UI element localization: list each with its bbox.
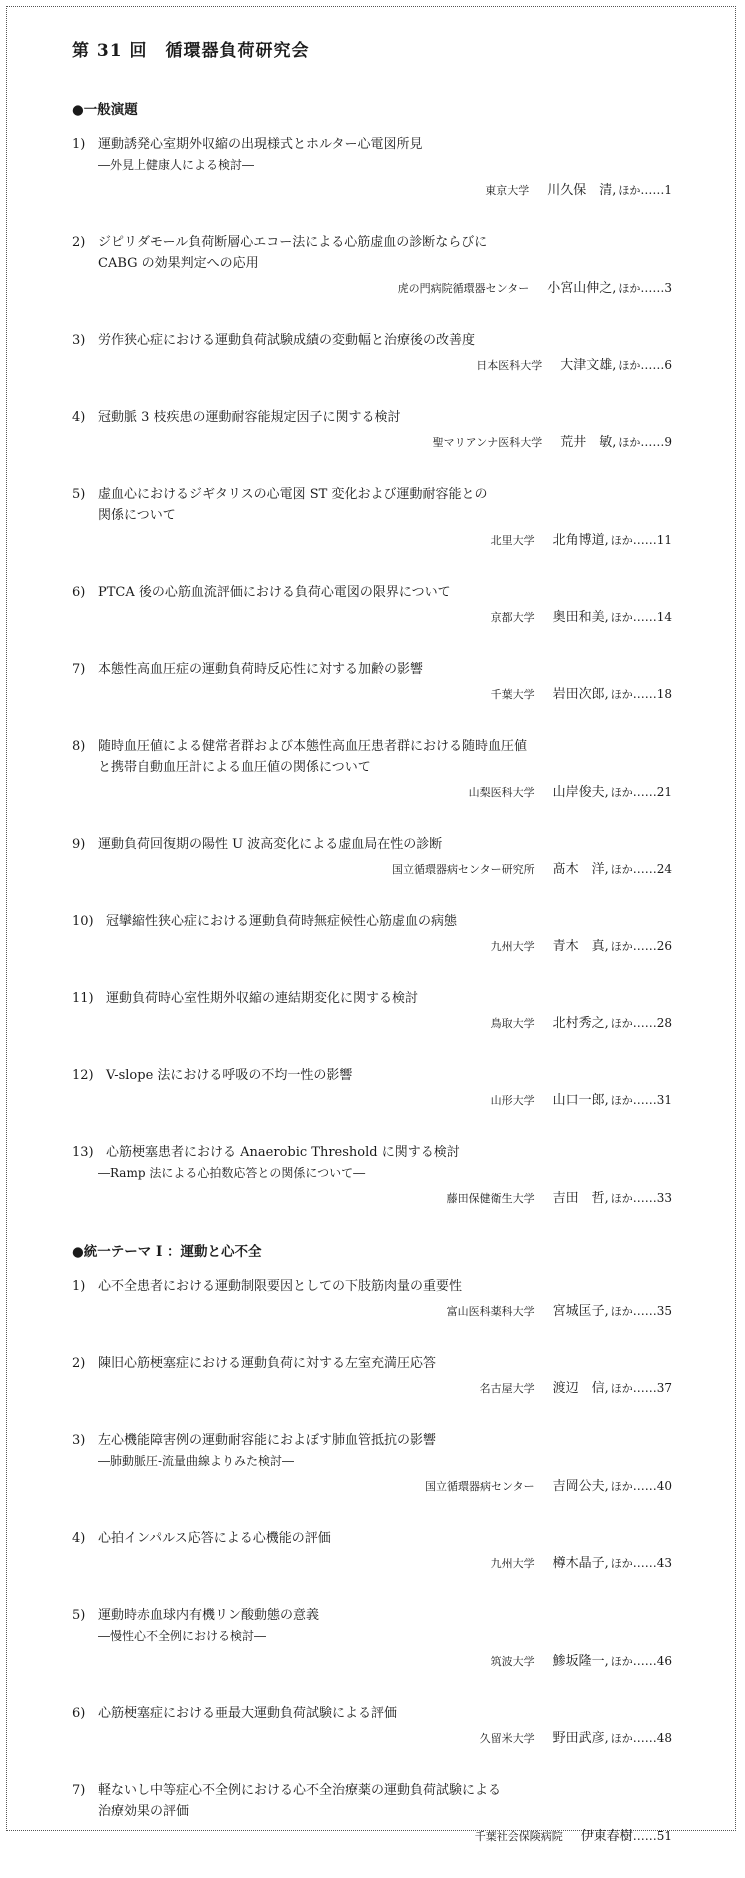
page-number: 28 — [656, 1016, 672, 1030]
entry-title-text: 心筋梗塞患者における Anaerobic Threshold に関する検討 — [106, 1145, 460, 1160]
et-al-label: ほか — [618, 282, 641, 295]
et-al-label: ほか — [618, 184, 641, 197]
leader-dots: …… — [632, 687, 657, 701]
author-name: 髙木 洋, — [552, 862, 609, 877]
entry-number: 4) — [72, 410, 86, 425]
page-number: 1 — [664, 183, 672, 197]
author-name: 樽木晶子, — [552, 1556, 609, 1571]
et-al-label: ほか — [610, 1094, 633, 1107]
entry-subtitle: ―外見上健康人による検討― — [98, 158, 255, 172]
leader-dots: …… — [632, 610, 657, 624]
institution: 山形大学 — [490, 1094, 535, 1107]
leader-dots: …… — [632, 1093, 657, 1107]
toc-entry[interactable] — [72, 1065, 672, 1112]
entry-affiliation-line — [72, 606, 672, 629]
page-number: 35 — [656, 1304, 672, 1318]
et-al-label: ほか — [610, 1305, 633, 1318]
page-number: 51 — [656, 1829, 672, 1843]
entry-title-line — [72, 505, 672, 526]
toc-entry[interactable] — [72, 1605, 672, 1673]
toc-entry[interactable] — [72, 330, 672, 377]
entry-affiliation-line — [72, 1089, 672, 1112]
entry-title-line — [72, 484, 672, 505]
entry-title-text: V-slope 法における呼吸の不均一性の影響 — [106, 1068, 353, 1083]
entry-number: 8) — [72, 739, 86, 754]
institution: 聖マリアンナ医科大学 — [432, 436, 543, 449]
page-number: 40 — [656, 1479, 672, 1493]
entry-number: 4) — [72, 1531, 86, 1546]
leader-dots: …… — [632, 1829, 657, 1843]
entry-title-line — [72, 253, 672, 274]
entry-title-line — [72, 330, 672, 351]
entry-affiliation-line — [72, 1187, 672, 1210]
entry-title-text: 運動時赤血球内有機リン酸動態の意義 — [98, 1608, 320, 1623]
entry-number: 7) — [72, 1783, 86, 1798]
et-al-label: ほか — [610, 1557, 633, 1570]
page-number: 14 — [656, 610, 672, 624]
entry-title-line — [72, 757, 672, 778]
entry-affiliation-line — [72, 1727, 672, 1750]
et-al-label: ほか — [610, 611, 633, 624]
et-al-label: ほか — [610, 1192, 633, 1205]
entry-number: 5) — [72, 487, 86, 502]
entry-title-line — [72, 834, 672, 855]
author-name: 宮城匡子, — [552, 1304, 609, 1319]
entry-subtitle: ―Ramp 法による心拍数応答との関係について― — [98, 1166, 366, 1180]
et-al-label: ほか — [610, 1480, 633, 1493]
author-name: 小宮山伸之, — [547, 281, 617, 296]
entry-title-line — [72, 232, 672, 253]
entry-subtitle: ―肺動脈圧-流量曲線よりみた検討― — [98, 1454, 295, 1468]
entry-title-text: 虚血心におけるジギタリスの心電図 ST 変化および運動耐容能との — [98, 487, 488, 502]
page-number: 46 — [656, 1654, 672, 1668]
entry-number: 5) — [72, 1608, 86, 1623]
leader-dots: …… — [632, 533, 657, 547]
toc-entry[interactable] — [72, 1142, 672, 1210]
leader-dots: …… — [632, 785, 657, 799]
entry-title-text: 運動負荷時心室性期外収縮の連結期変化に関する検討 — [106, 991, 419, 1006]
entry-number: 11) — [72, 991, 94, 1006]
institution: 東京大学 — [485, 184, 530, 197]
author-name: 北村秀之, — [552, 1016, 609, 1031]
toc-entry[interactable] — [72, 1276, 672, 1323]
entry-title-line — [72, 659, 672, 680]
institution: 九州大学 — [490, 1557, 535, 1570]
entry-title-text: 関係について — [98, 508, 176, 523]
et-al-label: ほか — [618, 359, 641, 372]
entry-title-line — [72, 1065, 672, 1086]
entry-title-line — [72, 988, 672, 1009]
entry-title-line — [72, 1780, 672, 1801]
page-number: 11 — [656, 533, 672, 547]
entry-affiliation-line — [72, 1377, 672, 1400]
author-name: 吉田 哲, — [552, 1191, 609, 1206]
entry-number: 2) — [72, 1356, 86, 1371]
author-name: 山口一郎, — [552, 1093, 609, 1108]
entry-title-line — [72, 582, 672, 603]
leader-dots: …… — [632, 1654, 657, 1668]
page-number: 18 — [656, 687, 672, 701]
toc-entry[interactable] — [72, 1528, 672, 1575]
toc-entry[interactable] — [72, 484, 672, 552]
author-name: 岩田次郎, — [552, 687, 609, 702]
et-al-label: ほか — [610, 534, 633, 547]
entry-number: 6) — [72, 585, 86, 600]
leader-dots: …… — [632, 1731, 657, 1745]
entry-affiliation-line — [72, 1552, 672, 1575]
entry-affiliation-line — [72, 277, 672, 300]
entry-title-line — [72, 1703, 672, 1724]
toc-sections — [72, 98, 672, 1848]
toc-entry[interactable] — [72, 1430, 672, 1498]
leader-dots: …… — [632, 1191, 657, 1205]
entry-title-line — [72, 1528, 672, 1549]
institution: 日本医科大学 — [476, 359, 543, 372]
author-name: 山岸俊夫, — [552, 785, 609, 800]
leader-dots: …… — [632, 1479, 657, 1493]
entry-number: 10) — [72, 914, 94, 929]
entry-title-text: 心筋梗塞症における亜最大運動負荷試験による評価 — [98, 1706, 398, 1721]
entry-title-text: PTCA 後の心筋血流評価における負荷心電図の限界について — [98, 585, 451, 600]
entry-number: 6) — [72, 1706, 86, 1721]
toc-entry[interactable] — [72, 736, 672, 804]
page-number: 21 — [656, 785, 672, 799]
toc-entry[interactable] — [72, 659, 672, 706]
entry-title-line — [72, 1142, 672, 1163]
entry-affiliation-line — [72, 179, 672, 202]
leader-dots: …… — [632, 862, 657, 876]
author-name: 川久保 清, — [547, 183, 617, 198]
entry-title-line — [72, 1430, 672, 1451]
leader-dots: …… — [632, 1016, 657, 1030]
entry-title-text: 心不全患者における運動制限要因としての下肢筋肉量の重要性 — [98, 1279, 463, 1294]
entry-title-line — [72, 911, 672, 932]
institution: 国立循環器病センター研究所 — [392, 863, 535, 876]
entry-number: 3) — [72, 1433, 86, 1448]
entry-title-line — [72, 1276, 672, 1297]
entry-title-text: 治療効果の評価 — [98, 1804, 190, 1819]
entry-title-text: ジピリダモール負荷断層心エコー法による心筋虚血の診断ならびに — [98, 235, 488, 250]
entry-number: 9) — [72, 837, 86, 852]
author-name: 北角博道, — [552, 533, 609, 548]
entry-affiliation-line — [72, 1475, 672, 1498]
toc-entry[interactable] — [72, 582, 672, 629]
entry-affiliation-line — [72, 781, 672, 804]
entry-affiliation-line — [72, 529, 672, 552]
leader-dots: …… — [640, 435, 665, 449]
institution: 藤田保健衛生大学 — [446, 1192, 535, 1205]
page-number: 9 — [664, 435, 672, 449]
entry-affiliation-line — [72, 431, 672, 454]
entry-title-text: CABG の効果判定への応用 — [98, 256, 259, 271]
author-name: 野田武彦, — [552, 1731, 609, 1746]
entry-title-text: 軽ないし中等症心不全例における心不全治療薬の運動負荷試験による — [98, 1783, 502, 1798]
page-number: 43 — [656, 1556, 672, 1570]
leader-dots: …… — [640, 183, 665, 197]
institution: 北里大学 — [490, 534, 535, 547]
page-title: 第 31 回 循環器負荷研究会 — [72, 41, 310, 61]
entry-title-text: 冠攣縮性狭心症における運動負荷時無症候性心筋虚血の病態 — [106, 914, 458, 929]
entry-number: 2) — [72, 235, 86, 250]
author-name: 鯵坂隆一, — [552, 1654, 609, 1669]
entry-title-text: 冠動脈 3 枝疾患の運動耐容能規定因子に関する検討 — [98, 410, 401, 425]
institution: 九州大学 — [490, 940, 535, 953]
author-name: 吉岡公夫, — [552, 1479, 609, 1494]
section-heading: ●一般演題 — [72, 102, 138, 118]
entry-affiliation-line — [72, 1300, 672, 1323]
entry-title-text: 随時血圧値による健常者群および本態性高血圧患者群における随時血圧値 — [98, 739, 528, 754]
leader-dots: …… — [632, 1304, 657, 1318]
et-al-label: ほか — [610, 940, 633, 953]
et-al-label: ほか — [610, 1655, 633, 1668]
entry-affiliation-line — [72, 858, 672, 881]
institution: 虎の門病院循環器センター — [397, 282, 530, 295]
entry-subtitle: ―慢性心不全例における検討― — [98, 1629, 267, 1643]
entry-title-text: 労作狭心症における運動負荷試験成績の変動幅と治療後の改善度 — [98, 333, 476, 348]
entry-number: 12) — [72, 1068, 94, 1083]
page-number: 26 — [656, 939, 672, 953]
author-name: 奥田和美, — [552, 610, 609, 625]
author-name: 青木 真, — [552, 939, 609, 954]
leader-dots: …… — [632, 1556, 657, 1570]
entry-affiliation-line — [72, 1650, 672, 1673]
entry-title-line — [72, 1801, 672, 1822]
author-name: 伊東春樹 — [580, 1829, 633, 1844]
entry-title-line — [72, 1605, 672, 1626]
entry-title-line — [72, 736, 672, 757]
entry-affiliation-line — [72, 1825, 672, 1848]
institution: 名古屋大学 — [479, 1382, 535, 1395]
author-name: 大津文雄, — [560, 358, 617, 373]
toc-content — [72, 36, 672, 1878]
entry-number: 13) — [72, 1145, 94, 1160]
institution: 久留米大学 — [479, 1732, 535, 1745]
entry-title-text: 本態性高血圧症の運動負荷時反応性に対する加齢の影響 — [98, 662, 424, 677]
entry-title-text: 運動誘発心室期外収縮の出現様式とホルター心電図所見 — [98, 137, 423, 152]
entry-affiliation-line — [72, 1012, 672, 1035]
entry-number: 1) — [72, 137, 86, 152]
author-name: 荒井 敏, — [560, 435, 617, 450]
entry-affiliation-line — [72, 683, 672, 706]
author-name: 渡辺 信, — [552, 1381, 609, 1396]
entry-title-text: 運動負荷回復期の陽性 U 波高変化による虚血局在性の診断 — [98, 837, 443, 852]
entry-title-line — [72, 134, 672, 155]
institution: 山梨医科大学 — [468, 786, 535, 799]
entry-title-line — [72, 1353, 672, 1374]
institution: 筑波大学 — [490, 1655, 535, 1668]
institution: 千葉大学 — [490, 688, 535, 701]
et-al-label: ほか — [610, 1017, 633, 1030]
institution: 鳥取大学 — [490, 1017, 535, 1030]
leader-dots: …… — [640, 358, 665, 372]
page-number: 48 — [656, 1731, 672, 1745]
page-number: 24 — [656, 862, 672, 876]
institution: 千葉社会保険病院 — [474, 1830, 563, 1843]
et-al-label: ほか — [610, 786, 633, 799]
entry-title-text: 心拍インパルス応答による心機能の評価 — [98, 1531, 331, 1546]
entry-title-text: 左心機能障害例の運動耐容能におよぼす肺血管抵抗の影響 — [98, 1433, 437, 1448]
toc-entry[interactable] — [72, 134, 672, 202]
toc-entry[interactable] — [72, 1780, 672, 1848]
entry-title-text: と携帯自動血圧計による血圧値の関係について — [98, 760, 371, 775]
institution: 国立循環器病センター — [425, 1480, 535, 1493]
entry-title-text: 陳旧心筋梗塞症における運動負荷に対する左室充満圧応答 — [98, 1356, 437, 1371]
toc-entry[interactable] — [72, 834, 672, 881]
entry-number: 1) — [72, 1279, 86, 1294]
et-al-label: ほか — [610, 688, 633, 701]
toc-entry[interactable] — [72, 1353, 672, 1400]
page-number: 37 — [656, 1381, 672, 1395]
page-number: 31 — [656, 1093, 672, 1107]
et-al-label: ほか — [610, 863, 633, 876]
toc-entry[interactable] — [72, 911, 672, 958]
institution: 富山医科薬科大学 — [446, 1305, 535, 1318]
page-number: 3 — [664, 281, 672, 295]
toc-entry[interactable] — [72, 407, 672, 454]
toc-entry[interactable] — [72, 988, 672, 1035]
entry-number: 7) — [72, 662, 86, 677]
leader-dots: …… — [632, 939, 657, 953]
et-al-label: ほか — [618, 436, 641, 449]
entry-title-line — [72, 407, 672, 428]
leader-dots: …… — [632, 1381, 657, 1395]
entry-affiliation-line — [72, 935, 672, 958]
section-heading: ●統一テーマ I ：運動と心不全 — [72, 1244, 262, 1260]
entry-affiliation-line — [72, 354, 672, 377]
toc-entry[interactable] — [72, 232, 672, 300]
toc-entry[interactable] — [72, 1703, 672, 1750]
page-number: 6 — [664, 358, 672, 372]
institution: 京都大学 — [490, 611, 535, 624]
et-al-label: ほか — [610, 1382, 633, 1395]
entry-number: 3) — [72, 333, 86, 348]
et-al-label: ほか — [610, 1732, 633, 1745]
leader-dots: …… — [640, 281, 665, 295]
page-number: 33 — [656, 1191, 672, 1205]
